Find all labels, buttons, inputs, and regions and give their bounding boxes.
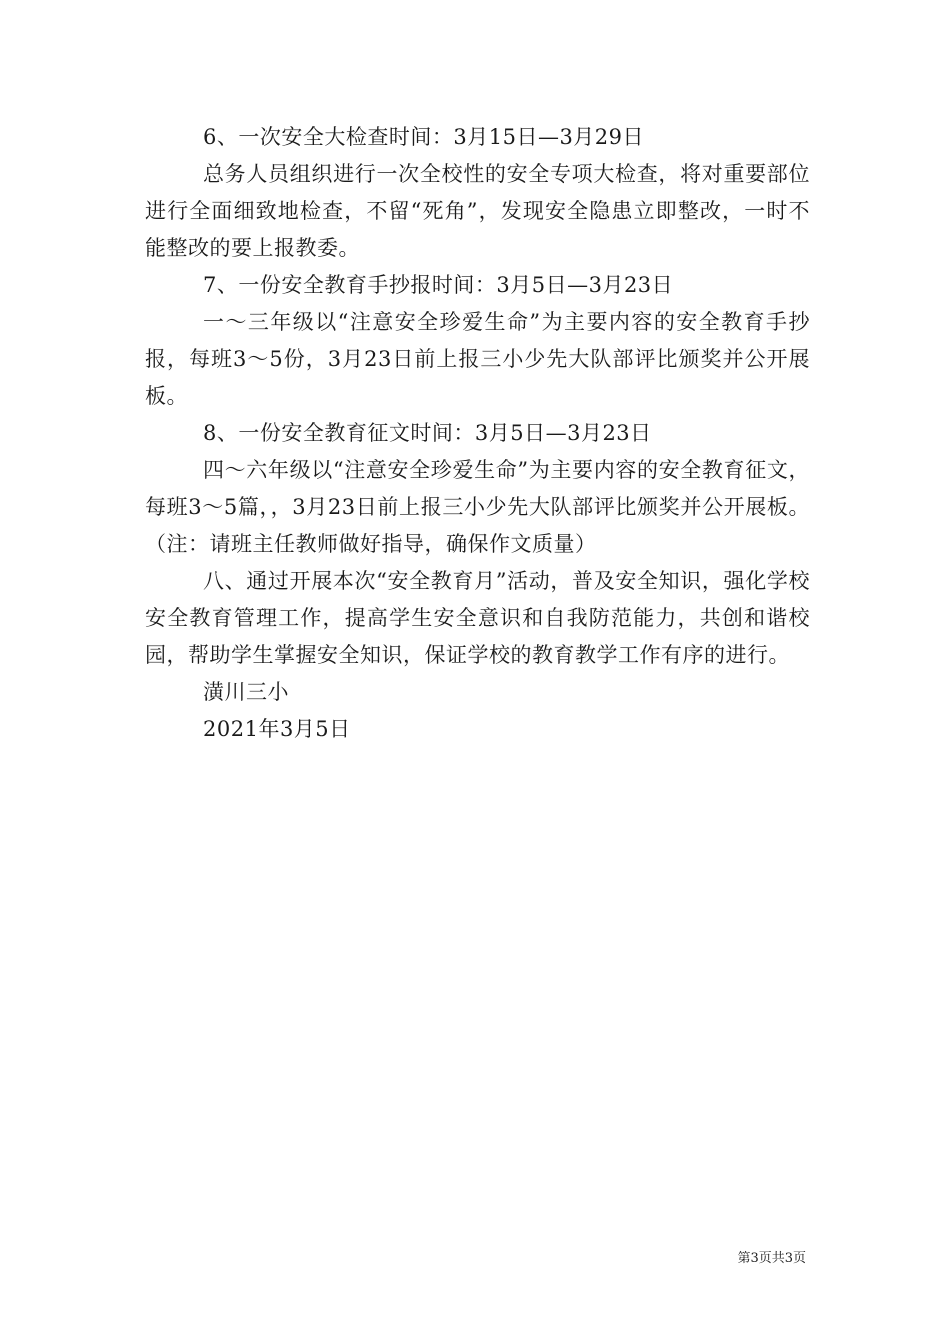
document-body — [145, 119, 810, 748]
paragraph-item-6-heading: 6、一次安全大检查时间：3月15日—3月29日 — [203, 125, 645, 149]
signature-date: 2021年3月5日 — [203, 717, 351, 741]
paragraph-item-7-heading: 7、一份安全教育手抄报时间：3月5日—3月23日 — [203, 273, 674, 297]
paragraph-inspection-detail: 总务人员组织进行一次全校性的安全专项大检查，将对重要部位进行全面细致地检查，不留“死角”，发现安全隐患立即整改，一时不能整改的要上报教委。 — [145, 162, 810, 260]
page-number: 第3页共3页 — [737, 1251, 806, 1266]
signature-school: 潢川三小 — [203, 680, 289, 704]
paragraph-item-8-heading: 8、一份安全教育征文时间：3月5日—3月23日 — [203, 421, 652, 445]
paragraph-essay-detail: 四～六年级以“注意安全珍爱生命”为主要内容的安全教育征文，每班3～5篇，，3月23日前上报三小少先大队部评比颁奖并公开展板。（注：请班主任教师做好指导，确保作文质量） — [145, 458, 810, 556]
paragraph-conclusion: 八、通过开展本次“安全教育月”活动，普及安全知识，强化学校安全教育管理工作，提高学生安全意识和自我防范能力，共创和谐校园，帮助学生掌握安全知识，保证学校的教育教学工作有序的进行。 — [145, 569, 810, 667]
paragraph-newspaper-detail: 一～三年级以“注意安全珍爱生命”为主要内容的安全教育手抄报，每班3～5份，3月23日前上报三小少先大队部评比颁奖并公开展板。 — [145, 310, 810, 408]
